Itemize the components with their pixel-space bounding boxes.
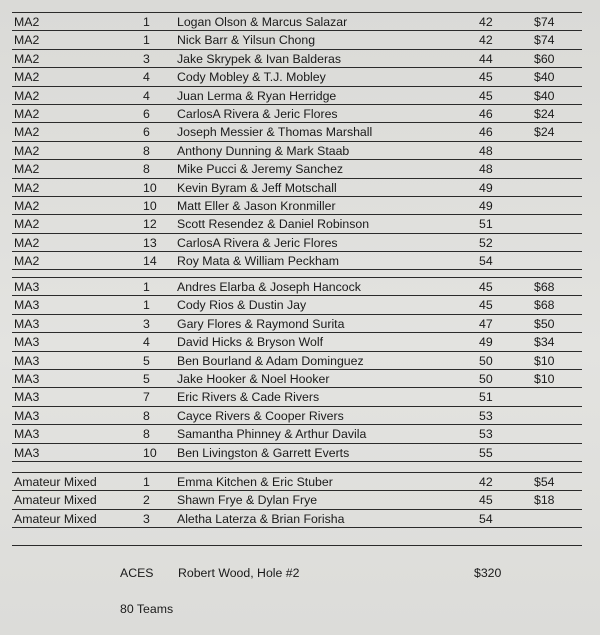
table-row [12, 407, 582, 425]
table-row [12, 278, 582, 296]
score-cell: 45 [479, 88, 493, 103]
place-cell: 2 [143, 493, 150, 508]
place-cell: 8 [143, 143, 150, 158]
division-cell: MA2 [14, 217, 40, 232]
place-cell: 10 [143, 180, 157, 195]
place-cell: 3 [143, 511, 150, 526]
ma3-results-table [12, 277, 582, 462]
division-cell: MA2 [14, 162, 40, 177]
table-row [12, 234, 582, 252]
table-row [12, 179, 582, 197]
prize-cell: $68 [534, 280, 555, 294]
team-cell: Jake Skrypek & Ivan Balderas [177, 51, 342, 66]
place-cell: 1 [143, 475, 150, 489]
score-cell: 49 [479, 180, 493, 195]
score-cell: 50 [479, 353, 493, 368]
place-cell: 12 [143, 217, 157, 232]
team-cell: David Hicks & Bryson Wolf [177, 335, 324, 350]
aces-player: Robert Wood, Hole #2 [178, 566, 300, 580]
place-cell: 1 [143, 15, 150, 29]
place-cell: 13 [143, 235, 157, 250]
place-cell: 5 [143, 353, 150, 368]
ma2-results-table [12, 12, 582, 270]
score-cell: 55 [479, 445, 493, 460]
table-row [12, 68, 582, 86]
division-cell: MA3 [14, 427, 40, 442]
place-cell: 8 [143, 408, 150, 423]
team-cell: Ben Bourland & Adam Dominguez [177, 353, 364, 368]
division-cell: MA2 [14, 143, 40, 158]
table-row [12, 296, 582, 314]
division-cell: MA3 [14, 408, 40, 423]
team-cell: Eric Rivers & Cade Rivers [177, 390, 320, 405]
table-row [12, 333, 582, 351]
place-cell: 14 [143, 254, 157, 269]
score-cell: 53 [479, 408, 493, 423]
divider-line [12, 545, 582, 546]
prize-cell: $34 [534, 335, 555, 350]
table-row [12, 197, 582, 215]
score-cell: 48 [479, 143, 493, 158]
division-cell: MA2 [14, 88, 40, 103]
table-row [12, 87, 582, 105]
division-cell: MA2 [14, 198, 40, 213]
prize-cell: $18 [534, 493, 555, 508]
prize-cell: $10 [534, 353, 555, 368]
place-cell: 7 [143, 390, 150, 405]
score-cell: 46 [479, 125, 493, 140]
prize-cell: $74 [534, 33, 555, 48]
team-count: 80 Teams [120, 602, 174, 616]
score-cell: 51 [479, 217, 493, 232]
team-cell: Matt Eller & Jason Kronmiller [177, 198, 336, 213]
prize-cell: $24 [534, 125, 555, 140]
score-cell: 44 [479, 51, 493, 66]
score-cell: 54 [479, 254, 493, 269]
prize-cell: $40 [534, 70, 555, 85]
score-cell: 49 [479, 198, 493, 213]
table-row [12, 105, 582, 123]
team-cell: Shawn Frye & Dylan Frye [177, 493, 318, 508]
team-cell: Andres Elarba & Joseph Hancock [177, 280, 361, 294]
team-cell: Jake Hooker & Noel Hooker [177, 371, 330, 386]
division-cell: MA3 [14, 353, 40, 368]
division-cell: MA3 [14, 280, 40, 294]
table-row [12, 215, 582, 233]
division-cell: MA3 [14, 335, 40, 350]
division-cell: MA3 [14, 445, 40, 460]
score-cell: 45 [479, 70, 493, 85]
table-row [12, 425, 582, 443]
prize-cell: $50 [534, 316, 555, 331]
table-row [12, 252, 582, 270]
score-cell: 45 [479, 493, 493, 508]
prize-cell: $54 [534, 475, 555, 489]
team-cell: CarlosA Rivera & Jeric Flores [177, 106, 338, 121]
team-cell: Anthony Dunning & Mark Staab [177, 143, 350, 158]
division-cell: MA2 [14, 70, 40, 85]
prize-cell: $60 [534, 51, 555, 66]
team-cell: Mike Pucci & Jeremy Sanchez [177, 162, 344, 177]
team-cell: Emma Kitchen & Eric Stuber [177, 475, 333, 489]
score-cell: 50 [479, 371, 493, 386]
team-cell: Cody Mobley & T.J. Mobley [177, 70, 326, 85]
team-cell: Joseph Messier & Thomas Marshall [177, 125, 373, 140]
division-cell: MA2 [14, 106, 40, 121]
table-row [12, 50, 582, 68]
amateur-mixed-results-table [12, 472, 582, 528]
place-cell: 4 [143, 88, 150, 103]
team-cell: Samantha Phinney & Arthur Davila [177, 427, 367, 442]
score-cell: 45 [479, 280, 493, 294]
division-cell: MA2 [14, 254, 40, 269]
place-cell: 10 [143, 445, 157, 460]
team-cell: CarlosA Rivera & Jeric Flores [177, 235, 338, 250]
table-row [12, 491, 582, 509]
division-cell: MA2 [14, 33, 40, 48]
score-cell: 48 [479, 162, 493, 177]
aces-amount: $320 [474, 566, 502, 580]
score-cell: 54 [479, 511, 493, 526]
team-cell: Gary Flores & Raymond Surita [177, 316, 345, 331]
table-row [12, 142, 582, 160]
place-cell: 10 [143, 198, 157, 213]
team-cell: Ben Livingston & Garrett Everts [177, 445, 350, 460]
aces-label: ACES [120, 566, 154, 580]
score-cell: 49 [479, 335, 493, 350]
score-cell: 51 [479, 390, 493, 405]
prize-cell: $68 [534, 298, 555, 313]
table-row [12, 388, 582, 406]
division-cell: MA2 [14, 235, 40, 250]
table-row [12, 13, 582, 31]
division-cell: MA2 [14, 15, 40, 29]
prize-cell: $10 [534, 371, 555, 386]
team-cell: Nick Barr & Yilsun Chong [177, 33, 316, 48]
place-cell: 4 [143, 335, 150, 350]
team-cell: Roy Mata & William Peckham [177, 254, 339, 269]
place-cell: 3 [143, 51, 150, 66]
place-cell: 1 [143, 33, 150, 48]
division-cell: MA3 [14, 390, 40, 405]
score-cell: 46 [479, 106, 493, 121]
prize-cell: $24 [534, 106, 555, 121]
division-cell: MA3 [14, 371, 40, 386]
team-cell: Aletha Laterza & Brian Forisha [177, 511, 345, 526]
score-cell: 45 [479, 298, 493, 313]
team-cell: Cody Rios & Dustin Jay [177, 298, 307, 313]
team-cell: Scott Resendez & Daniel Robinson [177, 217, 370, 232]
score-cell: 52 [479, 235, 493, 250]
score-cell: 53 [479, 427, 493, 442]
score-cell: 42 [479, 475, 493, 489]
place-cell: 8 [143, 427, 150, 442]
place-cell: 6 [143, 106, 150, 121]
division-cell: Amateur Mixed [14, 475, 97, 489]
place-cell: 4 [143, 70, 150, 85]
division-cell: MA3 [14, 316, 40, 331]
table-row [12, 31, 582, 49]
table-row [12, 510, 582, 528]
table-row [12, 352, 582, 370]
division-cell: Amateur Mixed [14, 511, 97, 526]
place-cell: 8 [143, 162, 150, 177]
score-cell: 42 [479, 33, 493, 48]
division-cell: MA3 [14, 298, 40, 313]
score-cell: 42 [479, 15, 493, 29]
table-row [12, 315, 582, 333]
place-cell: 3 [143, 316, 150, 331]
team-cell: Cayce Rivers & Cooper Rivers [177, 408, 344, 423]
prize-cell: $74 [534, 15, 555, 29]
team-cell: Juan Lerma & Ryan Herridge [177, 88, 337, 103]
table-row [12, 160, 582, 178]
place-cell: 1 [143, 280, 150, 294]
table-row [12, 123, 582, 141]
prize-cell: $40 [534, 88, 555, 103]
place-cell: 5 [143, 371, 150, 386]
table-row [12, 473, 582, 491]
team-cell: Logan Olson & Marcus Salazar [177, 15, 348, 29]
division-cell: MA2 [14, 180, 40, 195]
table-row [12, 444, 582, 462]
division-cell: Amateur Mixed [14, 493, 97, 508]
division-cell: MA2 [14, 51, 40, 66]
place-cell: 6 [143, 125, 150, 140]
place-cell: 1 [143, 298, 150, 313]
score-cell: 47 [479, 316, 493, 331]
table-row [12, 370, 582, 388]
team-cell: Kevin Byram & Jeff Motschall [177, 180, 337, 195]
division-cell: MA2 [14, 125, 40, 140]
